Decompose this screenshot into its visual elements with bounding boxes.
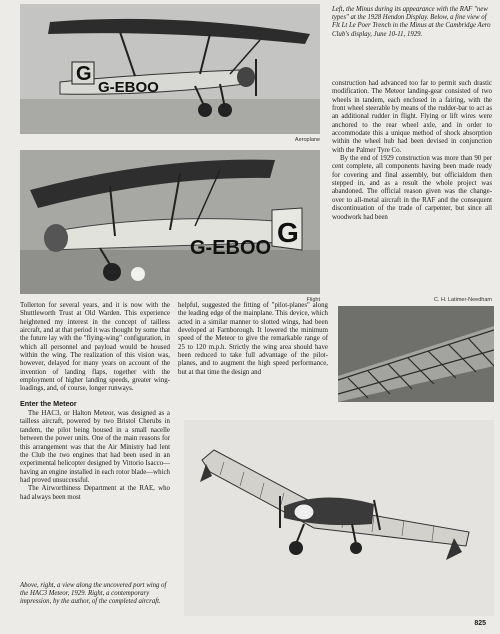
page-number: 825	[474, 620, 486, 627]
minus-aircraft-illustration	[20, 4, 320, 134]
photo-minus-ground	[20, 150, 320, 294]
meteor-impression-illustration	[184, 420, 494, 616]
credit-aeroplane: Aeroplane	[294, 137, 320, 143]
article-column-left	[20, 302, 170, 502]
credit-latimer-needham: C. H. Latimer-Needham	[433, 297, 492, 303]
drawing-meteor	[184, 420, 494, 616]
credit-flight: Flight	[306, 297, 320, 303]
photo-minus-flight	[20, 4, 320, 134]
paragraph: By the end of 1929 construction was more than 90 per cent complete, all components having been made ready for covering and final assembly, but officialdom then stepped in, and as a result the whole project was abandoned. The official reason given was the change-over to all-metal aircraft in the RAF and the consequent discontinuation of the trade of carpenter, but since all woodwork had been	[332, 155, 492, 221]
minus-ground-illustration	[20, 150, 320, 294]
paragraph: Tollerton for several years, and it is now with the Shuttleworth Trust at Old Warden. This experience heightened my interest in the concept of tailless aircraft, and at that period it was thought by some that the future lay with the "flying-wing" configuration, in which all personnel and payload would be housed within the wing. The realization of this vision was, however, delayed for many years on account of the invention of landing flaps, together with the employment of higher landing speeds, greater wing-loadings, and, of course, longer runways.	[20, 302, 170, 393]
caption-meteor: Above, right, a view along the uncovered port wing of the HAC3 Meteor, 1929. Right, a contemporary impression, by the author, of the completed aircraft.	[20, 582, 167, 606]
wing-ribs-illustration	[338, 306, 494, 402]
article-column-middle	[178, 302, 328, 377]
registration-text: G-EBOO	[190, 237, 272, 259]
caption-minus: Left, the Minus during its appearance with the RAF "new types" at the 1928 Hendon Display. Below, a fine view of Flt Lt Le Poer Trench in the Minus at the Cambridge Aero Club's display, June 10-11, 1929.	[332, 6, 491, 38]
paragraph: The Airworthiness Department at the RAE, who had always been most	[20, 485, 170, 501]
paragraph: construction had advanced too far to permit such drastic modification. The Meteor landing-gear consisted of two wheels in tandem, each enclosed in a fairing, with the front wheel steerable by means of the rudder-bar to act as an additional rudder in flight. Flying or lift wires were anchored to the rear wheel axle, and in order to accommodate this a unique method of shock absorption within the wheel hub had been devised in conjunction with the Palmer Tyre Co.	[332, 80, 492, 154]
photo-wing-structure	[338, 306, 494, 402]
tail-letter: G	[277, 217, 299, 248]
paragraph: helpful, suggested the fitting of "pilot-planes" along the leading edge of the mainplane. This device, which acted in a similar manner to slotted wings, had been developed at Farnborough. It lowered the minimum speed of the Meteor to give the remarkable range of 25 to 120 m.p.h. Strictly the wing area should have been reduced to take full advantage of the pilot-planes, and to augment the high speed performance, but at that time the design and	[178, 302, 328, 376]
registration-text: G-EBOO	[98, 79, 159, 96]
paragraph: The HAC3, or Halton Meteor, was designed as a tailless aircraft, powered by two Bristol Cherubs in tandem, the pilot being housed in a small nacelle between the power units. One of the main reasons for this arrangement was that the Air Ministry had lent the Club the two engines that had been used in an experimental helicopter designed by Vittorio Isacco—having an engine installed in each rotor blade—which had proved unsuccessful.	[20, 410, 170, 484]
section-heading: Enter the Meteor	[20, 398, 77, 408]
tail-letter: G	[76, 63, 92, 85]
article-column-right-top	[332, 80, 492, 222]
